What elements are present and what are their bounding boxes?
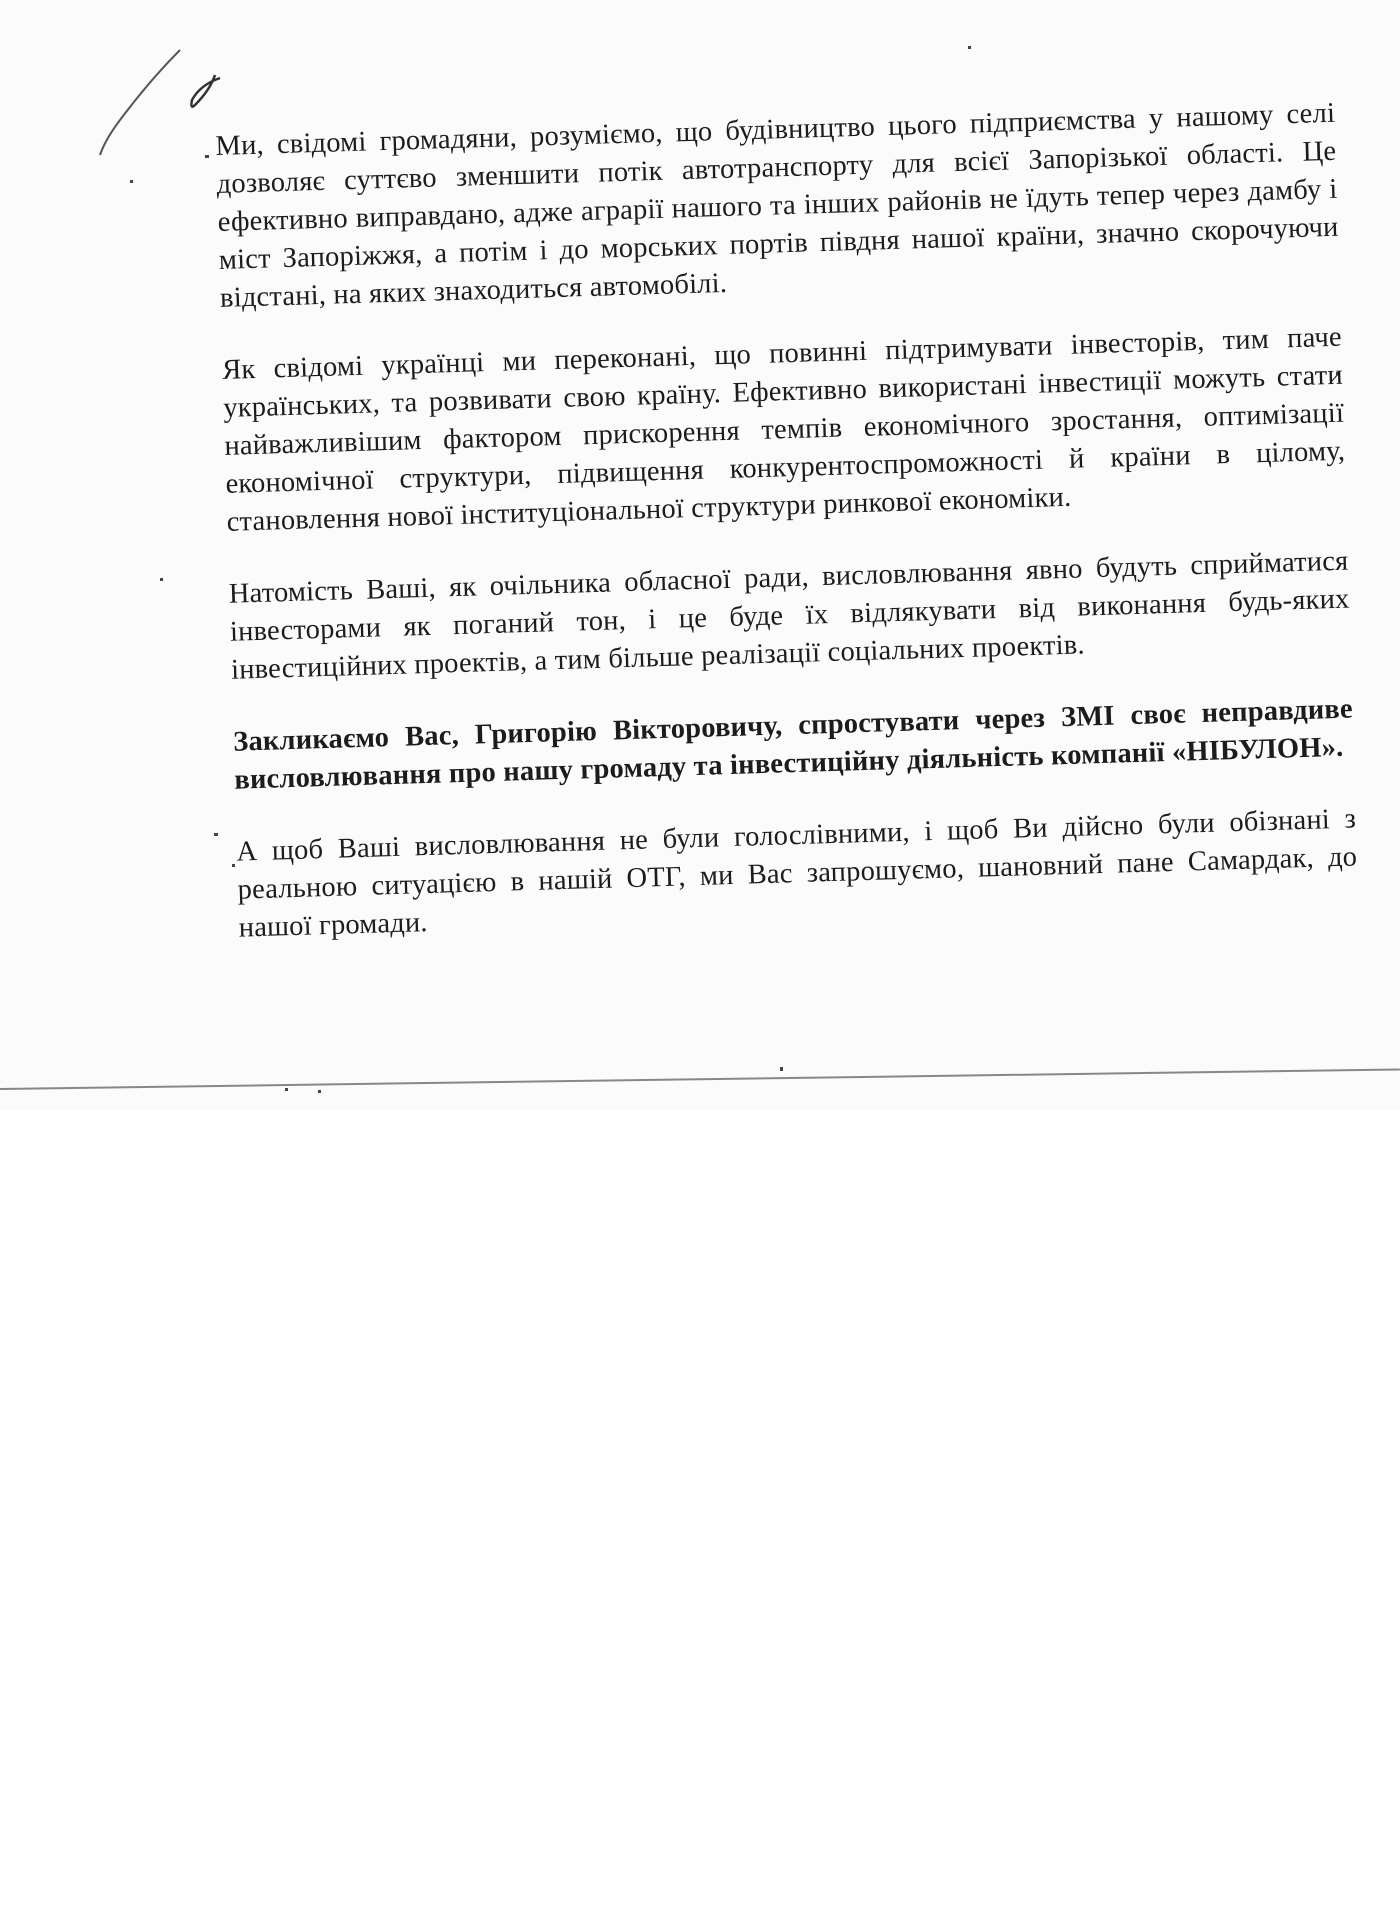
letter-body [215,95,1360,982]
scan-speck [130,180,133,183]
scan-speck [232,864,235,867]
scan-speck [205,155,209,158]
scan-speck [214,833,218,836]
paragraph-appeal: Закликаємо Вас, Григорію Вікторовичу, спростувати через ЗМІ своє неправдиве висловлювання про нашу громаду та інвестиційну діяльність компанії «НІБУЛОН». [232,693,1354,796]
scan-speck [968,46,971,49]
paragraph-invitation: А щоб Ваші висловлювання не були голослівними, і щоб Ви дійсно були обізнані з реальною ситуацією в нашій ОТГ, ми Вас запрошуємо, шановний пане Самардак, до нашої громади. [236,803,1358,944]
scan-speck [780,1067,783,1071]
scan-speck [160,578,163,581]
paragraph-statements: Натомість Ваші, як очільника обласної ради, висловлювання явно будуть сприйматися інвесторами як поганий тон, і це буде їх відлякувати від виконання будь-яких інвестиційних проектів, а тим більше реалізації соціальних проектів. [228,545,1350,686]
paragraph-construction: Ми, свідомі громадяни, розуміємо, що будівництво цього підприємства у нашому селі дозволяє суттєво зменшити потік автотранспорту для всієї Запорізької області. Це ефективно виправдано, адже аграрії нашого та інших районів не їдуть тепер через дамбу і міст Запоріжжя, а потім і до морських портів півдня нашої країни, значно скорочуючи відстані, на яких знаходиться автомобілі. [215,97,1339,314]
scan-speck [285,1088,288,1091]
scan-speck [318,1090,321,1093]
paragraph-investors: Як свідомі українці ми переконані, що повинні підтримувати інвесторів, тим паче українських, та розвивати свою країну. Ефективно використані інвестиції можуть стати найважливішим фактором прискорення темпів економічного зростання, оптимізації економічної структури, підвищення конкурентоспроможності й країни в цілому, становлення нової інституціональної структури ринкової економіки. [221,321,1346,538]
